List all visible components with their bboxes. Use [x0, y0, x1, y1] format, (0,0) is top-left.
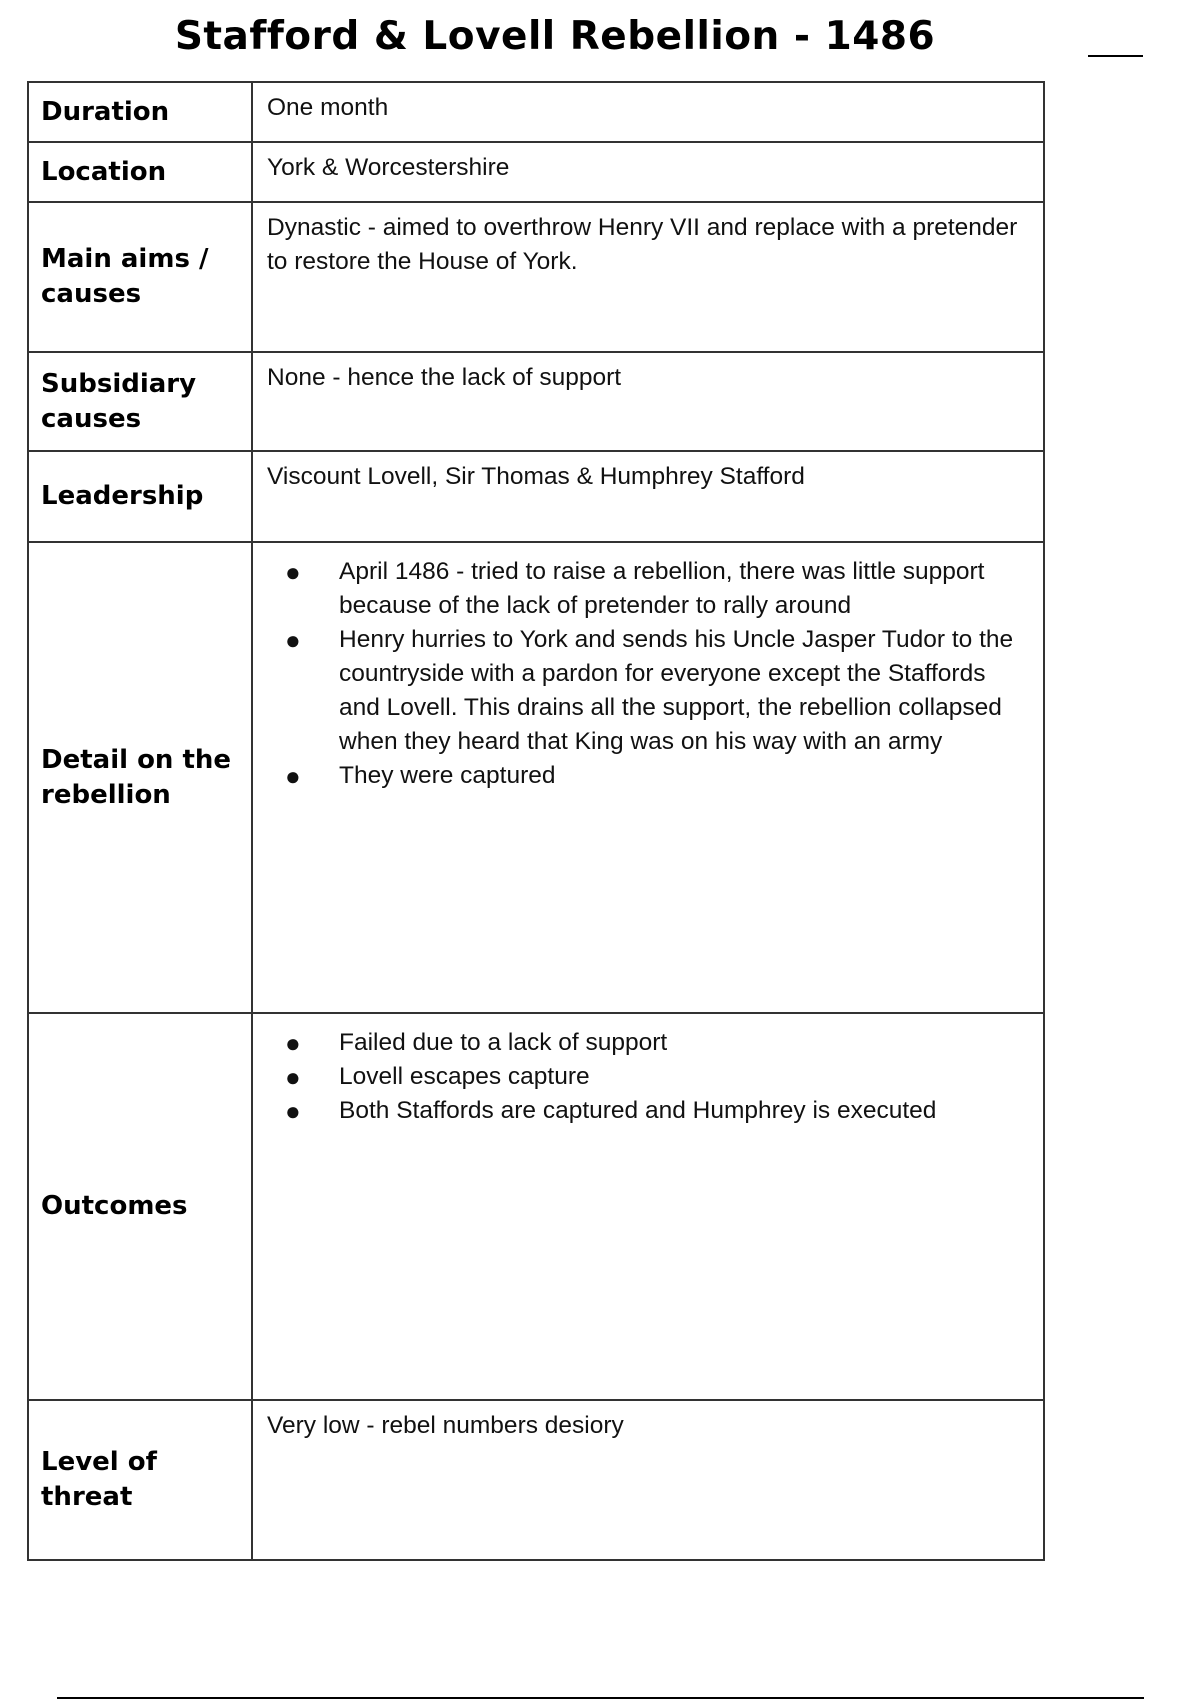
table-row-main-aims — [28, 202, 1044, 352]
row-label: Location — [28, 142, 252, 202]
list-item-text: Lovell escapes capture — [339, 1063, 590, 1090]
bullet-icon: ● — [285, 557, 301, 587]
bullet-icon: ● — [285, 1096, 301, 1126]
list-item-text: Both Staffords are captured and Humphrey is executed — [339, 1097, 937, 1124]
row-label: Main aims / causes — [28, 202, 252, 352]
table-row-duration — [28, 82, 1044, 142]
row-value: None - hence the lack of support — [252, 352, 1044, 451]
row-label: Outcomes — [28, 1013, 252, 1400]
row-value — [252, 1013, 1044, 1400]
bullet-icon: ● — [285, 761, 301, 791]
list-item — [267, 623, 1029, 759]
row-value: One month — [252, 82, 1044, 142]
table-row-location — [28, 142, 1044, 202]
detail-bullet-list — [267, 551, 1029, 793]
page-title: Stafford & Lovell Rebellion - 1486 — [174, 14, 936, 59]
list-item — [267, 1094, 1029, 1128]
table-row-subsidiary-causes — [28, 352, 1044, 451]
bullet-icon: ● — [285, 625, 301, 655]
list-item — [267, 1060, 1029, 1094]
row-value — [252, 542, 1044, 1013]
rebellion-info-table — [27, 81, 1045, 1561]
row-label: Duration — [28, 82, 252, 142]
row-label: Level of threat — [28, 1400, 252, 1560]
table-row-outcomes — [28, 1013, 1044, 1400]
row-label: Leadership — [28, 451, 252, 542]
list-item — [267, 759, 1029, 793]
list-item — [267, 1026, 1029, 1060]
list-item-text: April 1486 - tried to raise a rebellion, there was little support because of the lack of pretender to rally around — [339, 558, 985, 619]
row-value: Very low - rebel numbers desiory — [252, 1400, 1044, 1560]
list-item — [267, 555, 1029, 623]
bullet-icon: ● — [285, 1062, 301, 1092]
outcomes-bullet-list — [267, 1022, 1029, 1128]
bottom-rule — [57, 1697, 1144, 1699]
list-item-text: They were captured — [339, 762, 556, 789]
table-row-detail — [28, 542, 1044, 1013]
list-item-text: Failed due to a lack of support — [339, 1029, 668, 1056]
table-row-leadership — [28, 451, 1044, 542]
list-item-text: Henry hurries to York and sends his Uncle Jasper Tudor to the countryside with a pardon for everyone except the Staffords and Lovell. This drains all the support, the rebellion collapsed when they heard that King was on his way with an army — [339, 626, 1014, 755]
table-row-level-of-threat — [28, 1400, 1044, 1560]
row-label: Detail on the rebellion — [28, 542, 252, 1013]
row-value: Dynastic - aimed to overthrow Henry VII and replace with a pretender to restore the House of York. — [252, 202, 1044, 352]
bullet-icon: ● — [285, 1028, 301, 1058]
row-value: York & Worcestershire — [252, 142, 1044, 202]
row-value: Viscount Lovell, Sir Thomas & Humphrey Stafford — [252, 451, 1044, 542]
row-label: Subsidiary causes — [28, 352, 252, 451]
top-rule — [1088, 55, 1143, 57]
